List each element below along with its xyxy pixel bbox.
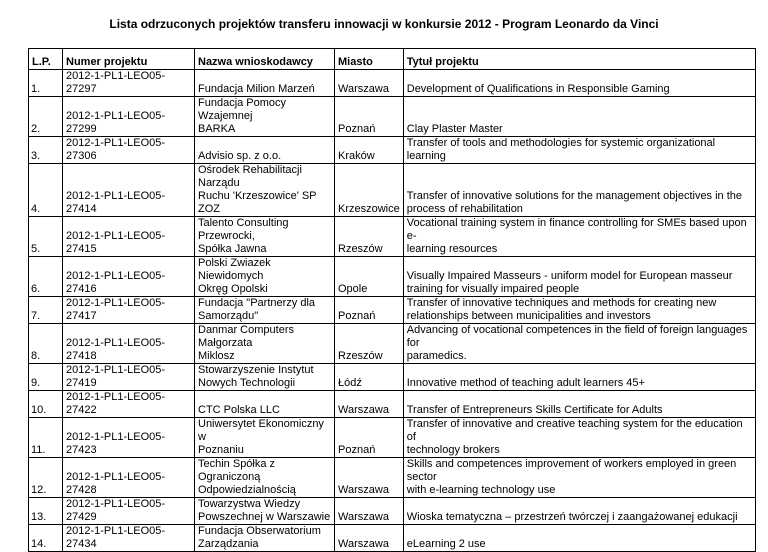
cell-tytul-projektu: [403, 97, 755, 137]
cell-nazwa-wnioskodawcy-text: Uniwersytet Ekonomiczny w Poznaniu: [198, 418, 324, 456]
header-numer-projektu: Numer projektu: [63, 49, 195, 70]
cell-tytul-projektu: [403, 217, 755, 257]
cell-numer-projektu-text: 2012-1-PL1-LEO05-27297: [66, 70, 166, 95]
cell-miasto-text: Warszawa: [338, 511, 389, 523]
cell-nazwa-wnioskodawcy-text: Ośrodek Rehabilitacji Narządu Ruchu 'Krzeszowice' SP ZOZ: [198, 164, 317, 215]
cell-tytul-projektu-text: Vocational training system in finance controlling for SMEs based upon e- learning resources: [406, 217, 747, 255]
cell-lp: [29, 458, 63, 498]
cell-numer-projektu-text: 2012-1-PL1-LEO05-27418: [66, 337, 166, 362]
cell-lp: [29, 97, 63, 137]
cell-tytul-projektu-text: Advancing of vocational competences in the field of foreign languages for paramedics.: [406, 324, 748, 362]
table-row: [29, 164, 756, 217]
cell-lp: [29, 164, 63, 217]
table-row: [29, 418, 756, 458]
cell-nazwa-wnioskodawcy-text: Fundacja Obserwatorium Zarządzania: [198, 525, 321, 550]
cell-nazwa-wnioskodawcy: [195, 458, 335, 498]
cell-miasto: [335, 458, 404, 498]
cell-numer-projektu: [63, 217, 195, 257]
table-header-row: [29, 49, 756, 70]
cell-numer-projektu: [63, 257, 195, 297]
cell-nazwa-wnioskodawcy: [195, 364, 335, 391]
cell-lp: [29, 257, 63, 297]
cell-numer-projektu: [63, 525, 195, 552]
cell-nazwa-wnioskodawcy-text: Stowarzyszenie Instytut Nowych Technologii: [198, 364, 314, 389]
cell-tytul-projektu: [403, 418, 755, 458]
cell-nazwa-wnioskodawcy-text: Fundacja Milion Marzeń: [198, 83, 315, 95]
cell-tytul-projektu: [403, 458, 755, 498]
cell-lp: [29, 418, 63, 458]
table-row: [29, 297, 756, 324]
cell-miasto-text: Opole: [338, 283, 368, 295]
cell-tytul-projektu-text: Wioska tematyczna – przestrzeń twórczej i zaangażowanej edukacji: [406, 511, 738, 523]
cell-miasto-text: Warszawa: [338, 83, 389, 95]
table-row: [29, 364, 756, 391]
cell-tytul-projektu-text: Transfer of innovative and creative teaching system for the education of technology brokers: [406, 418, 743, 456]
cell-numer-projektu-text: 2012-1-PL1-LEO05-27417: [66, 297, 166, 322]
header-miasto: Miasto: [335, 49, 404, 70]
header-nazwa-wnioskodawcy: Nazwa wnioskodawcy: [195, 49, 335, 70]
cell-lp: [29, 324, 63, 364]
cell-nazwa-wnioskodawcy-text: Fundacja "Partnerzy dla Samorządu": [198, 297, 316, 322]
cell-miasto: [335, 257, 404, 297]
table-row: [29, 97, 756, 137]
cell-lp: [29, 364, 63, 391]
cell-miasto: [335, 297, 404, 324]
cell-tytul-projektu-text: Visually Impaired Masseurs - uniform model for European masseur training for visually impaired people: [406, 270, 733, 295]
cell-miasto: [335, 70, 404, 97]
cell-tytul-projektu-text: Innovative method of teaching adult learners 45+: [406, 377, 645, 389]
cell-tytul-projektu-text: Development of Qualifications in Responsible Gaming: [406, 83, 670, 95]
cell-tytul-projektu-text: Transfer of innovative techniques and methods for creating new relationships between municipalities and investors: [406, 297, 717, 322]
projects-table: [28, 48, 756, 552]
cell-miasto-text: Poznań: [338, 123, 376, 135]
table-row: [29, 458, 756, 498]
cell-lp-text: 13.: [31, 511, 47, 523]
cell-tytul-projektu-text: Transfer of innovative solutions for the management objectives in the process of rehabilitation: [406, 190, 743, 215]
cell-nazwa-wnioskodawcy-text: CTC Polska LLC: [198, 404, 280, 416]
cell-tytul-projektu-text: Transfer of Entrepreneurs Skills Certificate for Adults: [406, 404, 663, 416]
cell-tytul-projektu: [403, 70, 755, 97]
cell-miasto: [335, 498, 404, 525]
cell-lp-text: 11.: [31, 444, 46, 456]
cell-lp-text: 12.: [31, 484, 47, 496]
cell-numer-projektu: [63, 70, 195, 97]
table-row: [29, 525, 756, 552]
cell-miasto: [335, 364, 404, 391]
cell-numer-projektu-text: 2012-1-PL1-LEO05-27416: [66, 270, 166, 295]
cell-numer-projektu-text: 2012-1-PL1-LEO05-27414: [66, 190, 166, 215]
header-lp: L.P.: [29, 49, 63, 70]
table-row: [29, 324, 756, 364]
document-title: Lista odrzuconych projektów transferu innowacji w konkursie 2012 - Program Leonardo da Vinci: [109, 17, 659, 31]
cell-lp-text: 7.: [31, 310, 41, 322]
cell-numer-projektu-text: 2012-1-PL1-LEO05-27423: [66, 431, 166, 456]
cell-miasto-text: Poznań: [338, 310, 376, 322]
cell-numer-projektu-text: 2012-1-PL1-LEO05-27434: [66, 525, 166, 550]
cell-nazwa-wnioskodawcy: [195, 137, 335, 164]
cell-nazwa-wnioskodawcy: [195, 297, 335, 324]
cell-nazwa-wnioskodawcy-text: Advisio sp. z o.o.: [198, 150, 282, 162]
cell-lp-text: 10.: [31, 404, 47, 416]
cell-tytul-projektu: [403, 257, 755, 297]
cell-miasto: [335, 525, 404, 552]
cell-miasto-text: Poznań: [338, 444, 376, 456]
cell-tytul-projektu-text: eLearning 2 use: [406, 538, 486, 550]
table-row: [29, 498, 756, 525]
header-tytul-projektu: Tytuł projektu: [403, 49, 755, 70]
cell-nazwa-wnioskodawcy-text: Fundacja Pomocy Wzajemnej BARKA: [198, 97, 287, 135]
cell-nazwa-wnioskodawcy: [195, 324, 335, 364]
cell-tytul-projektu: [403, 525, 755, 552]
cell-miasto: [335, 97, 404, 137]
cell-lp: [29, 391, 63, 418]
cell-nazwa-wnioskodawcy: [195, 97, 335, 137]
cell-tytul-projektu: [403, 364, 755, 391]
cell-numer-projektu: [63, 324, 195, 364]
cell-miasto-text: Warszawa: [338, 538, 389, 550]
cell-miasto: [335, 324, 404, 364]
cell-lp-text: 8.: [31, 350, 41, 362]
cell-nazwa-wnioskodawcy: [195, 391, 335, 418]
cell-numer-projektu: [63, 137, 195, 164]
cell-tytul-projektu: [403, 324, 755, 364]
cell-lp: [29, 217, 63, 257]
cell-numer-projektu: [63, 297, 195, 324]
cell-numer-projektu-text: 2012-1-PL1-LEO05-27415: [66, 230, 166, 255]
cell-nazwa-wnioskodawcy-text: Talento Consulting Przewrocki, Spółka Jawna: [198, 217, 289, 255]
cell-tytul-projektu-text: Transfer of tools and methodologies for systemic organizational learning: [406, 137, 716, 162]
table-row: [29, 137, 756, 164]
cell-tytul-projektu: [403, 498, 755, 525]
cell-numer-projektu-text: 2012-1-PL1-LEO05-27299: [66, 110, 166, 135]
table-row: [29, 257, 756, 297]
cell-miasto: [335, 164, 404, 217]
cell-miasto: [335, 137, 404, 164]
cell-lp-text: 3.: [31, 150, 41, 162]
cell-tytul-projektu: [403, 297, 755, 324]
cell-miasto: [335, 418, 404, 458]
cell-tytul-projektu-text: Skills and competences improvement of workers employed in green sector with e-learning technology use: [406, 458, 737, 496]
cell-numer-projektu: [63, 391, 195, 418]
table-row: [29, 70, 756, 97]
cell-lp-text: 4.: [31, 203, 41, 215]
cell-nazwa-wnioskodawcy-text: Polski Zwiazek Niewidomych Okręg Opolski: [198, 257, 271, 295]
cell-nazwa-wnioskodawcy: [195, 418, 335, 458]
cell-nazwa-wnioskodawcy: [195, 498, 335, 525]
cell-numer-projektu: [63, 364, 195, 391]
cell-miasto: [335, 217, 404, 257]
cell-numer-projektu-text: 2012-1-PL1-LEO05-27306: [66, 137, 166, 162]
cell-miasto-text: Warszawa: [338, 404, 389, 416]
cell-nazwa-wnioskodawcy: [195, 217, 335, 257]
cell-miasto-text: Krzeszowice: [338, 203, 400, 215]
cell-lp-text: 1.: [31, 83, 41, 95]
table-row: [29, 391, 756, 418]
cell-numer-projektu: [63, 498, 195, 525]
cell-lp-text: 5.: [31, 243, 41, 255]
cell-numer-projektu: [63, 418, 195, 458]
cell-numer-projektu: [63, 164, 195, 217]
cell-nazwa-wnioskodawcy-text: Danmar Computers Małgorzata Miklosz: [198, 324, 294, 362]
cell-numer-projektu: [63, 458, 195, 498]
cell-lp-text: 2.: [31, 123, 41, 135]
cell-lp-text: 9.: [31, 377, 41, 389]
table-row: [29, 217, 756, 257]
cell-miasto-text: Kraków: [338, 150, 375, 162]
cell-numer-projektu-text: 2012-1-PL1-LEO05-27429: [66, 498, 166, 523]
cell-miasto: [335, 391, 404, 418]
cell-lp: [29, 498, 63, 525]
cell-lp: [29, 70, 63, 97]
cell-lp-text: 6.: [31, 283, 41, 295]
cell-miasto-text: Rzeszów: [338, 350, 383, 362]
cell-tytul-projektu: [403, 137, 755, 164]
cell-nazwa-wnioskodawcy: [195, 257, 335, 297]
cell-numer-projektu-text: 2012-1-PL1-LEO05-27419: [66, 364, 166, 389]
cell-nazwa-wnioskodawcy: [195, 164, 335, 217]
cell-tytul-projektu-text: Clay Plaster Master: [406, 123, 503, 135]
cell-miasto-text: Rzeszów: [338, 243, 383, 255]
cell-lp-text: 14.: [31, 538, 47, 550]
cell-numer-projektu-text: 2012-1-PL1-LEO05-27422: [66, 391, 166, 416]
cell-lp: [29, 137, 63, 164]
cell-nazwa-wnioskodawcy-text: Towarzystwa Wiedzy Powszechnej w Warszawie: [198, 498, 331, 523]
cell-nazwa-wnioskodawcy: [195, 525, 335, 552]
cell-lp: [29, 297, 63, 324]
cell-miasto-text: Łódź: [338, 377, 362, 389]
cell-tytul-projektu: [403, 164, 755, 217]
cell-lp: [29, 525, 63, 552]
cell-miasto-text: Warszawa: [338, 484, 389, 496]
cell-tytul-projektu: [403, 391, 755, 418]
cell-nazwa-wnioskodawcy-text: Techin Spółka z Ograniczoną Odpowiedzialnością: [198, 458, 296, 496]
cell-nazwa-wnioskodawcy: [195, 70, 335, 97]
cell-numer-projektu-text: 2012-1-PL1-LEO05-27428: [66, 471, 166, 496]
cell-numer-projektu: [63, 97, 195, 137]
